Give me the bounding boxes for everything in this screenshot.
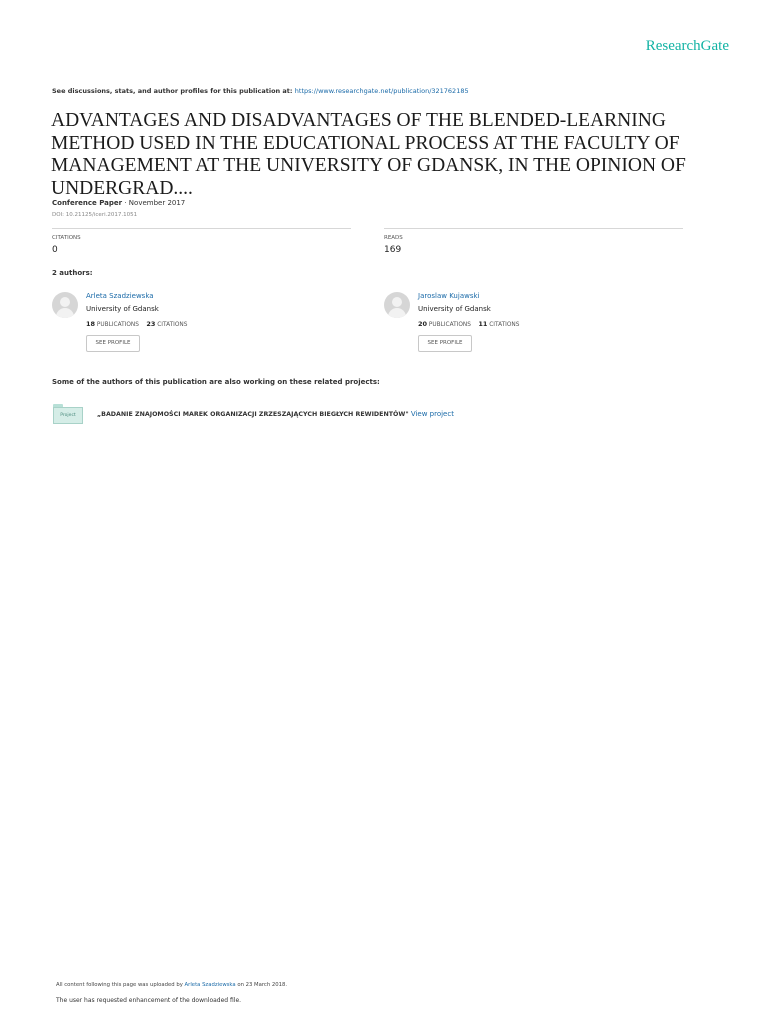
author-publications-label: PUBLICATIONS — [96, 322, 139, 328]
avatar-body-icon — [388, 308, 406, 318]
author-stats — [418, 320, 519, 328]
author-citations-label: CITATIONS — [489, 322, 520, 328]
project-title-text: „BADANIE ZNAJOMOŚCI MAREK ORGANIZACJI ZRZESZAJĄCYCH BIEGŁYCH REWIDENTÓW" — [97, 411, 409, 418]
upload-info — [56, 982, 287, 988]
citations-divider — [52, 228, 351, 229]
upload-prefix: All content following this page was uploaded by — [56, 982, 183, 988]
author-card — [384, 292, 684, 356]
publication-url-link[interactable]: https://www.researchgate.net/publication/321762185 — [294, 87, 469, 95]
avatar-head-icon — [60, 297, 70, 307]
publication-type: Conference Paper — [52, 199, 123, 207]
reads-value: 169 — [384, 245, 402, 255]
citations-label: CITATIONS — [52, 235, 81, 241]
reads-divider — [384, 228, 683, 229]
upload-suffix: on 23 March 2018. — [237, 982, 288, 988]
author-institution: University of Gdansk — [86, 305, 159, 313]
folder-body: Project — [53, 407, 83, 424]
project-title — [97, 410, 454, 418]
publication-meta — [52, 199, 185, 207]
related-projects-heading: Some of the authors of this publication are also working on these related projects: — [52, 378, 380, 386]
author-institution: University of Gdansk — [418, 305, 491, 313]
publication-date: · November 2017 — [124, 199, 186, 207]
avatar-body-icon — [56, 308, 74, 318]
project-folder-icon[interactable] — [53, 404, 83, 424]
enhancement-note: The user has requested enhancement of the downloaded file. — [56, 997, 242, 1004]
publication-title: ADVANTAGES AND DISADVANTAGES OF THE BLENDED-LEARNING METHOD USED IN THE EDUCATIONAL PROCESS AT THE FACULTY OF MANAGEMENT AT THE UNIVERSITY OF GDANSK, IN THE OPINION OF UNDERGRAD.... — [51, 110, 686, 199]
reads-label: READS — [384, 235, 403, 241]
author-stats — [86, 320, 187, 328]
discussions-line — [52, 87, 469, 95]
author-citations-label: CITATIONS — [157, 322, 188, 328]
see-profile-button[interactable]: SEE PROFILE — [86, 335, 140, 352]
project-item — [52, 402, 552, 426]
view-project-link[interactable]: View project — [410, 410, 454, 418]
author-citations-count: 11 — [478, 320, 488, 328]
author-name-link[interactable]: Arleta Szadziewska — [86, 292, 154, 300]
publication-doi: DOI: 10.21125/iceri.2017.1051 — [52, 212, 138, 218]
author-publications-label: PUBLICATIONS — [428, 322, 471, 328]
uploader-link[interactable]: Arleta Szadziewska — [184, 982, 236, 988]
researchgate-logo[interactable]: ResearchGate — [645, 38, 729, 54]
author-publications-count: 20 — [418, 320, 428, 328]
avatar[interactable] — [384, 292, 410, 318]
see-profile-button[interactable]: SEE PROFILE — [418, 335, 472, 352]
avatar[interactable] — [52, 292, 78, 318]
avatar-head-icon — [392, 297, 402, 307]
discussions-prefix: See discussions, stats, and author profiles for this publication at: — [52, 87, 293, 95]
citations-value: 0 — [52, 245, 58, 255]
author-card — [52, 292, 352, 356]
author-citations-count: 23 — [146, 320, 156, 328]
author-publications-count: 18 — [86, 320, 96, 328]
authors-heading: 2 authors: — [52, 269, 93, 277]
author-name-link[interactable]: Jaroslaw Kujawski — [418, 292, 480, 300]
